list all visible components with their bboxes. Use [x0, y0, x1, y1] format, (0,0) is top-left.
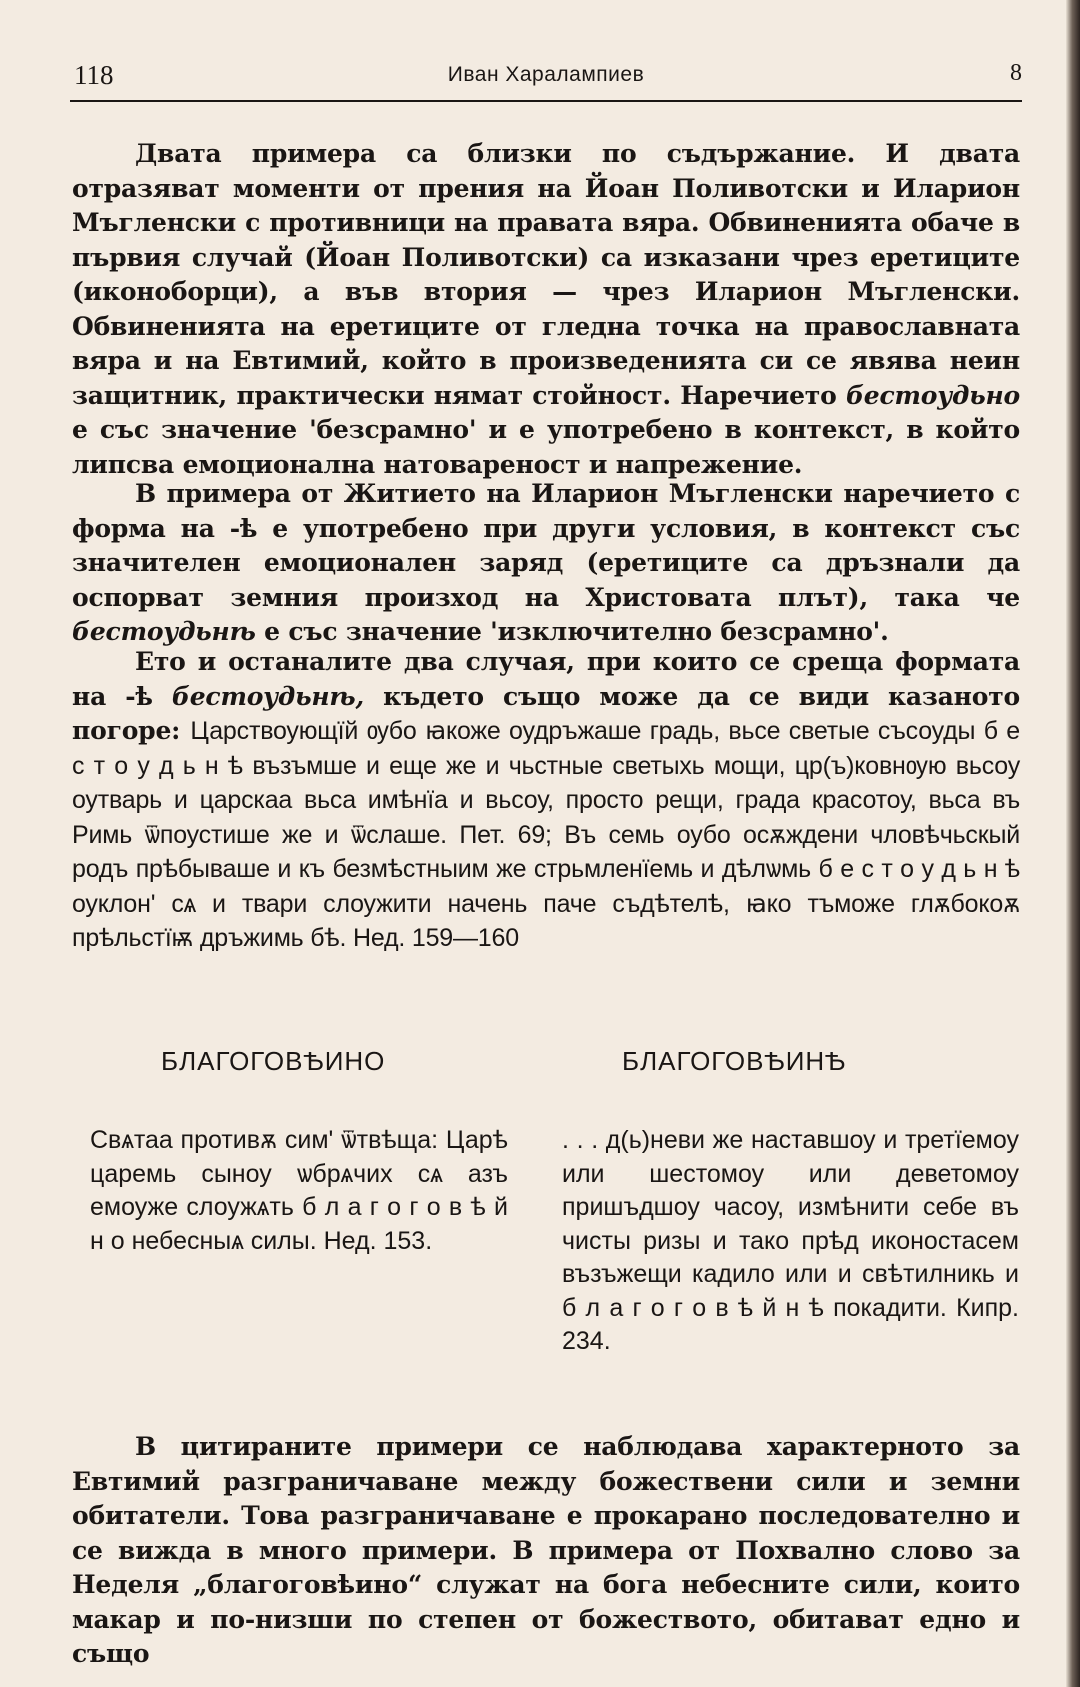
italic-term: бестоудьнѣ: [72, 617, 256, 646]
body-paragraph-2: В примера от Житието на Иларион Мъгленски наречието с форма на -ѣ е употребено при други условия, в контекст със значителен емоционален заряд (еретиците са дръзнали да оспорват земния произход на Христовата плът), така че бестоудьнѣ е със значение 'изключително безсрамно'.: [72, 479, 1020, 646]
italic-term: бестоудьнѣ,: [171, 681, 364, 711]
italic-term: бестоудьно: [845, 380, 1020, 410]
old-bulgarian-quotation: Царствоующїй ѹбо ꙗкоже оудръжаше градь, вьсе светые съсоуды б е с т о у д ь н ѣ възъмше и еще же и чьстные светыхь мощи, цр(ъ)ковнѹю вьсоу оутварь и царскаа вьса имѣнїа и вьсоу, просто рещи, града красотоу, вьса въ Римь ѿпоустише же и ѿслаше. Пет. 69; Въ семь оубо осѫждени чловѣчьскый родъ прѣбываше и къ безмѣстныим же стрьмленїемь и дѣлѡмь б е с т о у д ь н ѣ оуклон' сѧ и твари слоужити начень паче съдѣтелѣ, ꙗко тъможе глѫбокоѫ прѣльстїѭ дръжимь бѣ. Нед. 159—160: [72, 717, 1020, 952]
running-head-author: Иван Харалампиев: [447, 63, 645, 86]
right-column-quotation: . . . д(ь)неви же наставшоу и третїемоу или шестомоу или деветомоу пришъдшоу часоу, измѣнити себе въ чисты ризы и тако прѣд иконостасем възъжещи кадило или и свѣтилникь и б л а г о г о в ѣ й н ѣ покадити. Кипр. 234.: [562, 1126, 1019, 1355]
running-header: [70, 54, 1022, 102]
body-paragraph-4: В цитираните примери се наблюдава характерното за Евтимий разграничаване между божествени сили и земни обитатели. Това разграничаване е прокарано последователно и се вижда в много примери. В примера от Похвално слово за Неделя „благоговѣино“ служат на бога небесните сили, които макар и по-низши по степен от божеството, обитават едно и също: [72, 1432, 1020, 1668]
page-edge-shadow: [1066, 0, 1080, 1687]
body-paragraph-3: Ето и останалите два случая, при които се среща формата на -ѣ бестоудьнѣ, където също може да се види казаното погоре: Царствоующїй ѹбо ꙗкоже оудръжаше градь, вьсе светые съсоуды б е с т о у д ь н ѣ възъмше и еще же и чьстные светыхь мощи, цр(ъ)ковнѹю вьсоу оутварь и царскаа вьса имѣнїа и вьсоу, просто рещи, града красотоу, вьса въ Римь ѿпоустише же и ѿслаше. Пет. 69; Въ семь оубо осѫждени чловѣчьскый родъ прѣбываше и къ безмѣстныим же стрьмленїемь и дѣлѡмь б е с т о у д ь н ѣ оуклон' сѧ и твари слоужити начень паче съдѣтелѣ, ꙗко тъможе глѫбокоѫ прѣльстїѭ дръжимь бѣ. Нед. 159—160: [72, 647, 1020, 952]
left-column-heading: БЛАГОГОВѢИНО: [161, 1046, 386, 1076]
signature-mark: 8: [1010, 60, 1022, 86]
left-column-quotation: Свѧтаа противѫ сим' ѿтвѣща: Царѣ царемь сыноу ѡбрѧчих сѧ азъ емоуже слоужѧть б л а г о г о в ѣ й н о небесныѧ силы. Нед. 153.: [90, 1126, 508, 1255]
body-paragraph-1: Двата примера са близки по съдържание. И двата отразяват моменти от прения на Йоан Поливотски и Иларион Мъгленски с противници на правата вяра. Обвиненията обаче в първия случай (Йоан Поливотски) са изказани чрез еретиците (иконоборци), а във втория — чрез Иларион Мъгленски. Обвиненията на еретиците от гледна точка на православната вяра и на Евтимий, който в произведенията си се явява неин защитник, практически нямат стойност. Наречието бестоудьно е със значение 'безсрамно' и е употребено в контекст, в който липсва емоционална натовареност и напрежение.: [72, 139, 1020, 479]
page-number: 118: [74, 60, 114, 90]
right-column-heading: БЛАГОГОВѢИНѢ: [622, 1046, 847, 1076]
